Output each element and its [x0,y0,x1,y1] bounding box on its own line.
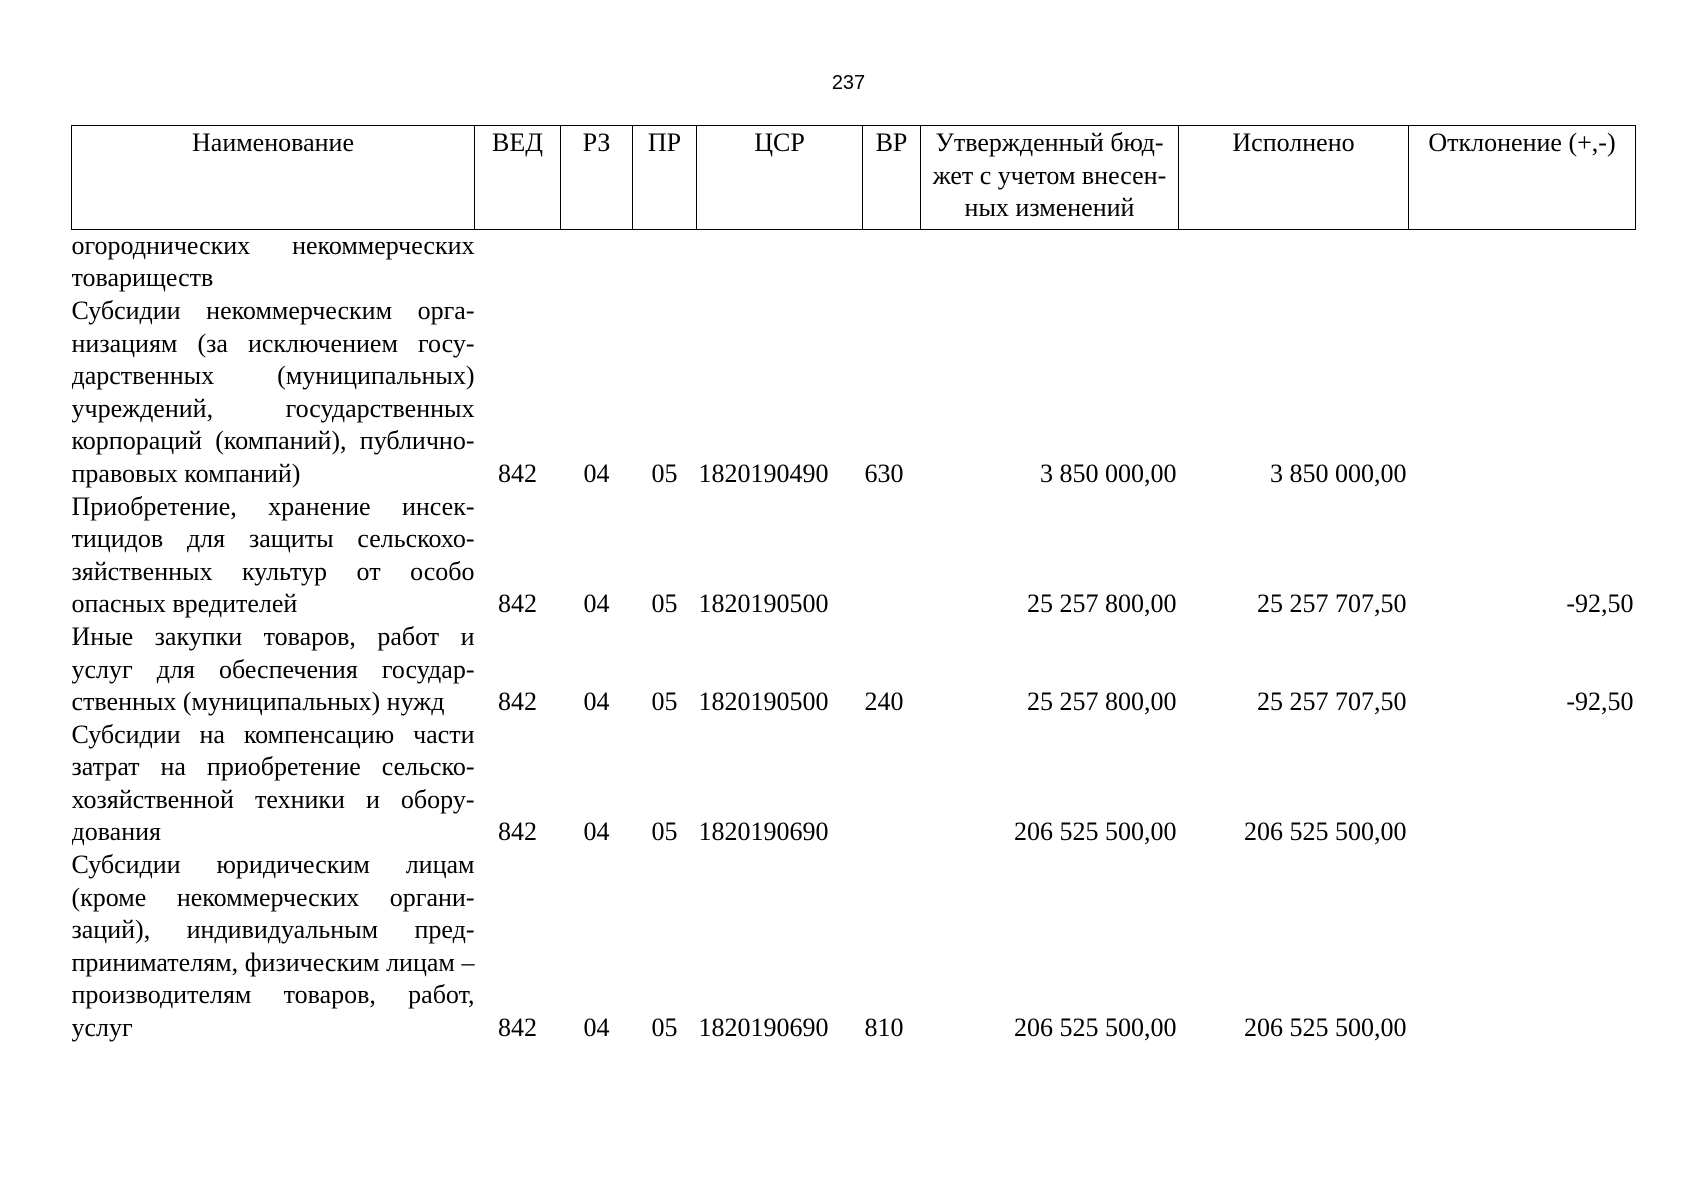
header-approved-line-3: ных изменений [964,193,1135,223]
row-ved: 842 [498,1013,537,1043]
row-pr: 05 [651,589,678,619]
row-csr: 1820190500 [698,589,829,619]
row-vr [863,719,921,849]
row-name: Приобретение, хранение инсектицидов для защиты сельскохозяйственных культур от особо опасных вредителей [71,491,475,619]
row-vr [863,229,921,295]
row-rz: 04 [583,458,610,488]
row-csr [697,229,863,295]
row-deviation [1409,229,1636,295]
row-approved: 25 257 800,00 [1027,589,1177,619]
table-header-row [72,126,1636,230]
row-vr: 630 [864,458,904,488]
row-rz: 04 [583,589,610,619]
header-ved: ВЕД [475,126,561,230]
header-executed: Исполнено [1179,126,1409,230]
row-ved: 842 [498,687,537,717]
row-pr: 05 [651,1013,678,1043]
table-row [72,295,1636,491]
row-deviation [1409,719,1636,849]
row-csr: 1820190690 [698,817,829,847]
row-approved [921,229,1179,295]
row-pr [633,229,697,295]
header-csr: ЦСР [697,126,863,230]
header-name: Наименование [72,126,475,230]
table-row [72,621,1636,719]
row-name: огороднических некоммерческих товариществ [71,230,475,293]
row-rz: 04 [583,687,610,717]
row-executed: 25 257 707,50 [1257,687,1407,717]
row-deviation [1409,849,1636,1045]
table-row [72,229,1636,295]
row-rz [561,229,633,295]
row-ved: 842 [498,589,537,619]
row-rz: 04 [583,817,610,847]
row-csr: 1820190690 [698,1013,829,1043]
row-vr [863,491,921,621]
row-name: Субсидии юридическим лицам (кроме некоммерческих организаций), индивидуальным предпринимателям, физическим лицам – производителям товаров, работ, услуг [71,850,475,1043]
header-approved-line-2: жет с учетом внесен- [932,160,1167,190]
row-approved: 206 525 500,00 [1014,1013,1177,1043]
row-name: Иные закупки товаров, работ и услуг для обеспечения государственных (муниципальных) нужд [71,621,475,717]
row-deviation: -92,50 [1566,687,1634,717]
header-vr: ВР [863,126,921,230]
row-executed: 206 525 500,00 [1244,817,1407,847]
header-approved-budget [921,126,1179,230]
header-pr: ПР [633,126,697,230]
page-number: 237 [831,72,866,94]
header-rz: РЗ [561,126,633,230]
row-executed: 25 257 707,50 [1257,589,1407,619]
table-row [72,491,1636,621]
row-approved: 3 850 000,00 [1040,458,1177,488]
row-name: Субсидии некоммерческим организациям (за исключением государственных (муниципальных) учреждений, государственных корпораций (компаний), публично-правовых компаний) [71,295,475,488]
row-csr: 1820190490 [698,458,829,488]
row-pr: 05 [651,687,678,717]
row-name: Субсидии на компенсацию части затрат на приобретение сельскохозяйственной техники и оборудования [71,719,475,847]
row-deviation [1409,295,1636,491]
budget-execution-table [71,125,1636,1045]
row-executed [1179,229,1409,295]
row-approved: 25 257 800,00 [1027,687,1177,717]
row-deviation: -92,50 [1566,589,1634,619]
header-deviation: Отклонение (+,-) [1409,126,1636,230]
row-ved [475,229,561,295]
row-executed: 206 525 500,00 [1244,1013,1407,1043]
row-ved: 842 [498,458,537,488]
table-row [72,849,1636,1045]
row-csr: 1820190500 [698,687,829,717]
table-row [72,719,1636,849]
row-ved: 842 [498,817,537,847]
row-rz: 04 [583,1013,610,1043]
row-pr: 05 [651,817,678,847]
header-approved-line-1: Утвержденный бюд- [935,128,1164,157]
row-executed: 3 850 000,00 [1270,458,1407,488]
row-vr: 240 [864,687,904,717]
row-pr: 05 [651,458,678,488]
row-vr: 810 [864,1013,904,1043]
row-approved: 206 525 500,00 [1014,817,1177,847]
